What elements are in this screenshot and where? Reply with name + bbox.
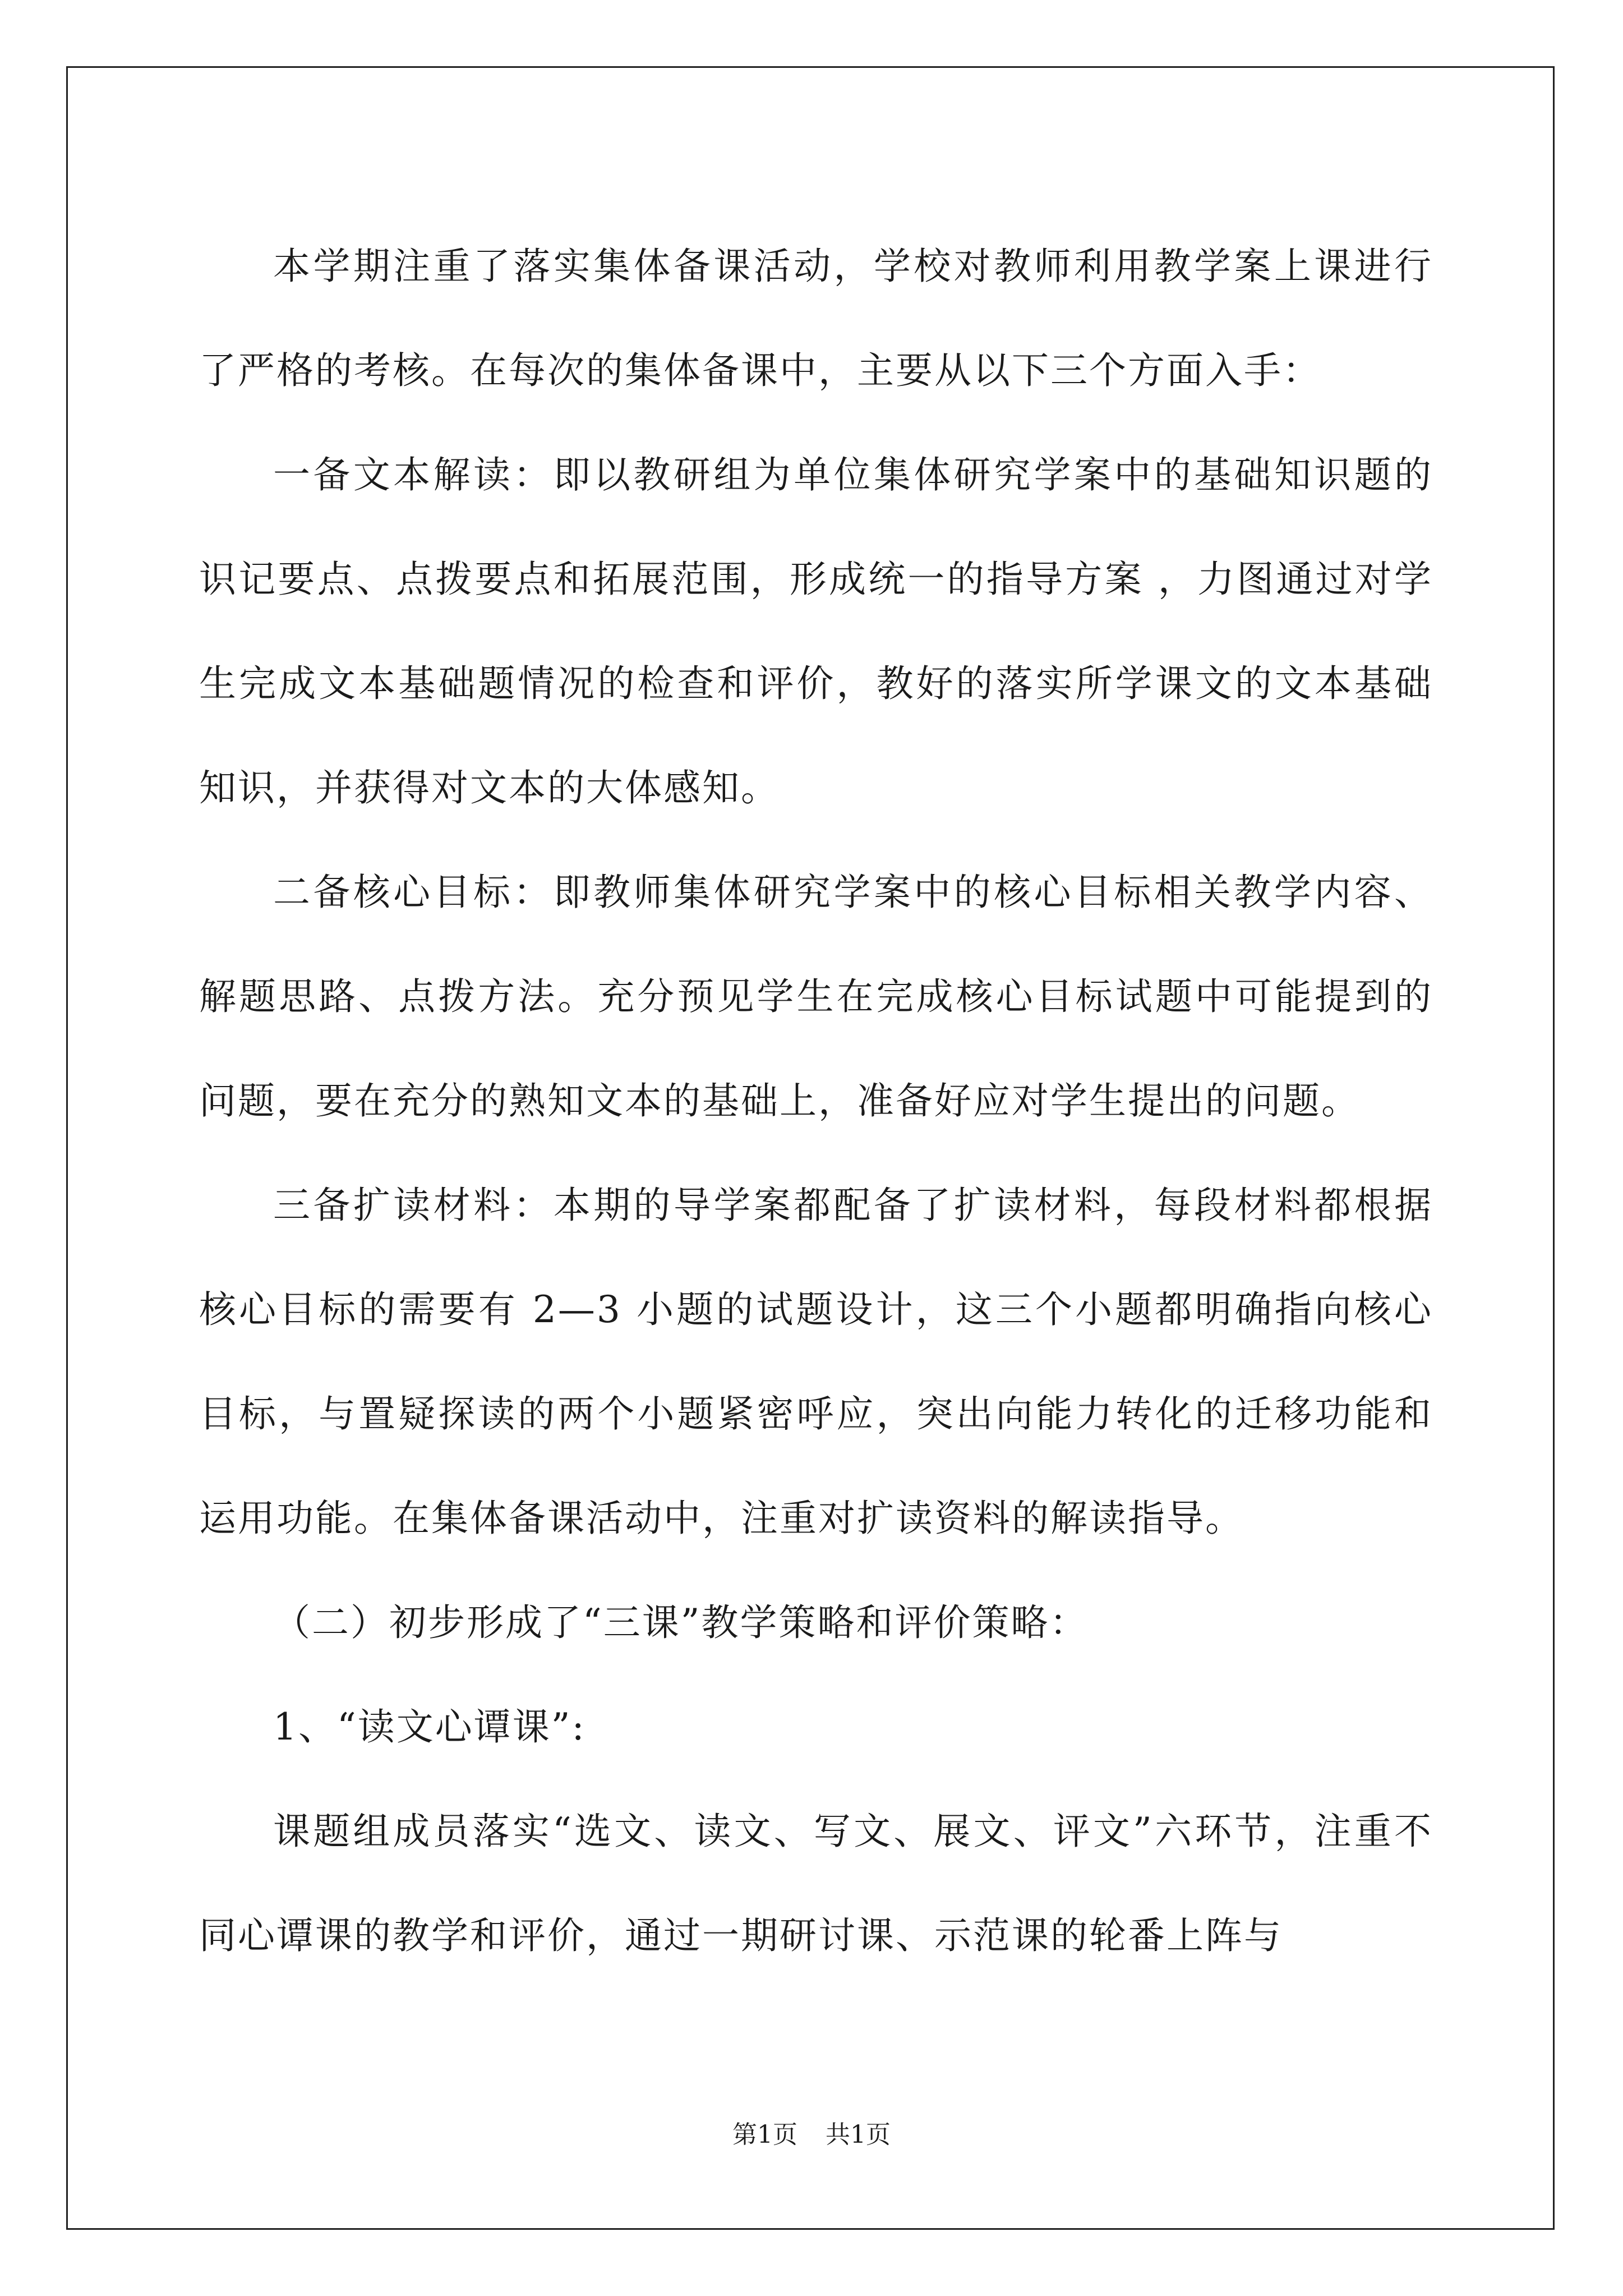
section-heading-strategies: （二）初步形成了“三课”教学策略和评价策略： <box>273 1601 1089 1644</box>
document-body <box>199 214 1433 1988</box>
page-total: 共1页 <box>826 2120 891 2149</box>
paragraph-text-reading: 一备文本解读：即以教研组为单位集体研究学案中的基础知识题的识记要点、点拨要点和拓展范围，形成统一的指导方案 ，力图通过对学生完成文本基础题情况的检查和评价，教好的落实所学课文的文本基础知识，并获得对文本的大体感知。 <box>199 453 1433 809</box>
paragraph-collective-lesson-prep: 本学期注重了落实集体备课活动，学校对教师利用教学案上课进行了严格的考核。在每次的集体备课中，主要从以下三个方面入手： <box>199 245 1433 392</box>
page-number: 第1页 <box>732 2120 797 2149</box>
page-footer <box>0 2118 1623 2152</box>
paragraph-reading-lesson-steps: 课题组成员落实“选文、读文、写文、展文、评文”六环节，注重不同心谭课的教学和评价，通过一期研讨课、示范课的轮番上阵与 <box>199 1810 1433 1957</box>
paragraph-extended-reading: 三备扩读材料：本期的导学案都配备了扩读材料，每段材料都根据核心目标的需要有 2—3 小题的试题设计，这三个小题都明确指向核心目标，与置疑探读的两个小题紧密呼应，突出向能力转化的迁移功能和运用功能。在集体备课活动中，注重对扩读资料的解读指导。 <box>199 1184 1433 1540</box>
paragraph-core-objectives: 二备核心目标：即教师集体研究学案中的核心目标相关教学内容、解题思路、点拨方法。充分预见学生在完成核心目标试题中可能提到的问题，要在充分的熟知文本的基础上，准备好应对学生提出的问题。 <box>199 871 1433 1122</box>
subsection-heading-reading-lesson: 1、“读文心谭课”: <box>273 1705 586 1749</box>
